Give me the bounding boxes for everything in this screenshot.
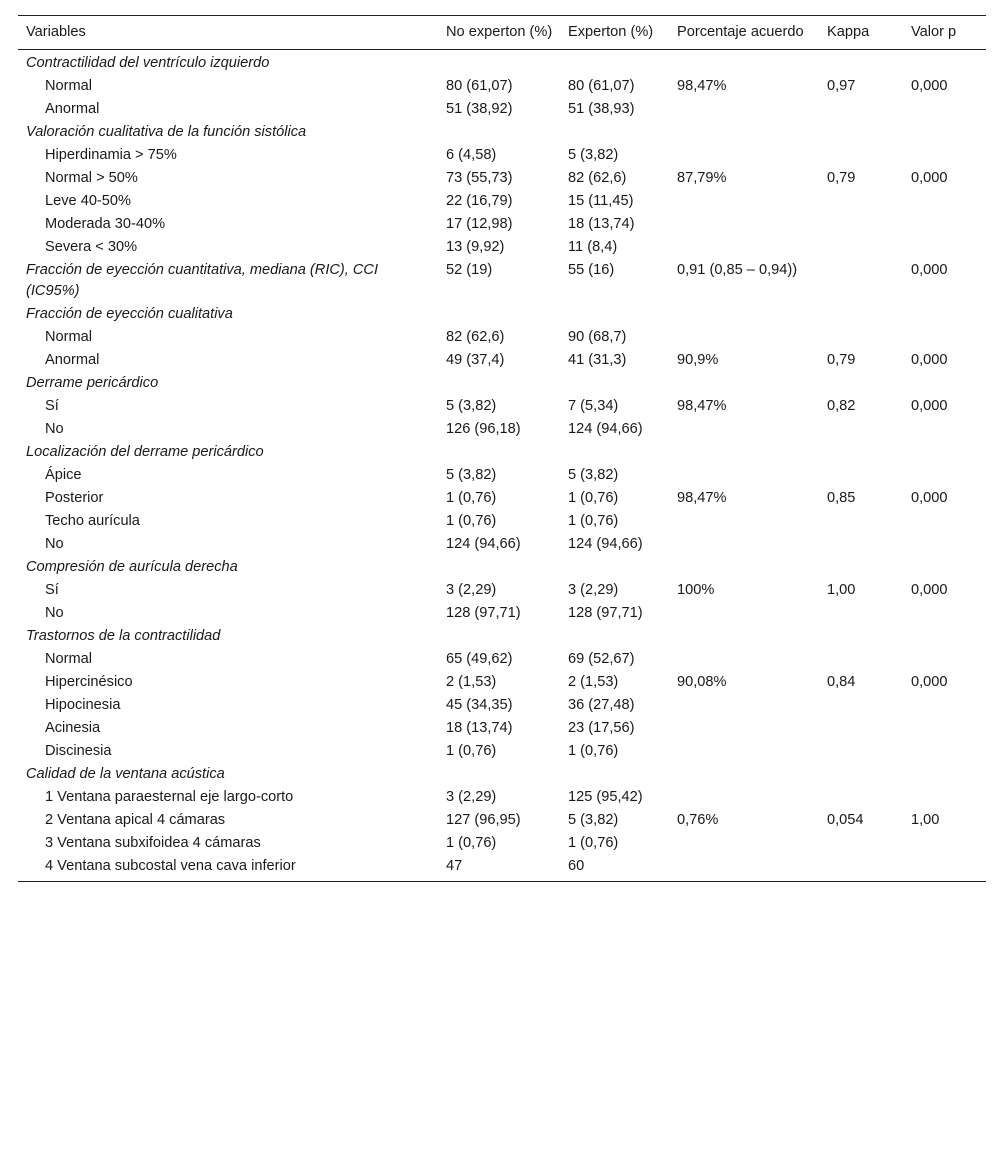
no-experton-cell: 45 (34,35): [446, 697, 513, 713]
no-experton-cell: [438, 50, 560, 76]
table-row: [18, 167, 986, 190]
kappa-cell: 0,85: [827, 490, 856, 506]
kappa-cell: [819, 441, 903, 464]
valor-p-cell: [903, 625, 986, 648]
kappa-cell: [819, 510, 903, 533]
no-experton-cell: 1 (0,76): [446, 490, 497, 506]
valor-p-cell: 0,000: [911, 352, 948, 368]
experton-cell: 1 (0,76): [568, 490, 619, 506]
header-kappa: Kappa: [819, 16, 903, 50]
table-row: [18, 579, 986, 602]
kappa-cell: [819, 786, 903, 809]
table-row: [18, 190, 986, 213]
no-experton-cell: 128 (97,71): [446, 605, 521, 621]
variable-cell: Compresión de aurícula derecha: [26, 559, 238, 575]
experton-cell: [560, 441, 669, 464]
agreement-table: [18, 15, 986, 882]
porcentaje-cell: [669, 441, 819, 464]
header-experton: Experton (%): [560, 16, 669, 50]
experton-cell: 3 (2,29): [568, 582, 619, 598]
experton-cell: 2 (1,53): [568, 674, 619, 690]
experton-cell: 18 (13,74): [568, 216, 635, 232]
experton-cell: 55 (16): [568, 262, 615, 278]
no-experton-cell: 6 (4,58): [446, 147, 497, 163]
porcentaje-cell: [669, 533, 819, 556]
kappa-cell: [819, 832, 903, 855]
experton-cell: 1 (0,76): [568, 743, 619, 759]
header-row: [18, 16, 986, 50]
porcentaje-cell: 90,08%: [677, 674, 727, 690]
variable-cell: Severa < 30%: [45, 239, 138, 255]
kappa-cell: [819, 121, 903, 144]
table-row: [18, 98, 986, 121]
valor-p-cell: 0,000: [911, 490, 948, 506]
table-row: [18, 236, 986, 259]
no-experton-cell: 49 (37,4): [446, 352, 505, 368]
no-experton-cell: 22 (16,79): [446, 193, 513, 209]
valor-p-cell: 0,000: [911, 582, 948, 598]
experton-cell: 5 (3,82): [568, 812, 619, 828]
header-no-experton: No experton (%): [438, 16, 560, 50]
kappa-cell: [819, 98, 903, 121]
porcentaje-cell: [669, 786, 819, 809]
valor-p-cell: [903, 648, 986, 671]
kappa-cell: [819, 602, 903, 625]
valor-p-cell: [903, 763, 986, 786]
valor-p-cell: [903, 556, 986, 579]
no-experton-cell: 65 (49,62): [446, 651, 513, 667]
no-experton-cell: [438, 763, 560, 786]
kappa-cell: [819, 259, 903, 303]
variable-cell: Techo aurícula: [45, 513, 140, 529]
kappa-cell: [819, 303, 903, 326]
variable-cell: Trastornos de la contractilidad: [26, 628, 221, 644]
variable-cell: Sí: [45, 398, 59, 414]
valor-p-cell: [903, 855, 986, 882]
table-body: [18, 50, 986, 882]
porcentaje-cell: 100%: [677, 582, 715, 598]
table-row: [18, 213, 986, 236]
variable-cell: 3 Ventana subxifoidea 4 cámaras: [45, 835, 261, 851]
experton-cell: [560, 372, 669, 395]
valor-p-cell: [903, 694, 986, 717]
porcentaje-cell: [669, 625, 819, 648]
experton-cell: 90 (68,7): [568, 329, 627, 345]
valor-p-cell: [903, 786, 986, 809]
no-experton-cell: 47: [438, 855, 560, 882]
valor-p-cell: [903, 602, 986, 625]
no-experton-cell: 1 (0,76): [446, 743, 497, 759]
experton-cell: [560, 303, 669, 326]
no-experton-cell: 5 (3,82): [446, 398, 497, 414]
valor-p-cell: 0,000: [911, 398, 948, 414]
table-row: [18, 487, 986, 510]
variable-cell: Moderada 30-40%: [45, 216, 166, 232]
variable-cell: Derrame pericárdico: [26, 375, 159, 391]
valor-p-cell: [903, 832, 986, 855]
kappa-cell: [819, 556, 903, 579]
table-row: [18, 349, 986, 372]
experton-cell: 7 (5,34): [568, 398, 619, 414]
experton-cell: 41 (31,3): [568, 352, 627, 368]
valor-p-cell: [903, 98, 986, 121]
porcentaje-cell: [669, 144, 819, 167]
valor-p-cell: [903, 464, 986, 487]
variable-cell: Acinesia: [45, 720, 101, 736]
kappa-cell: 0,79: [827, 170, 856, 186]
no-experton-cell: [438, 372, 560, 395]
experton-cell: 1 (0,76): [568, 513, 619, 529]
porcentaje-cell: 98,47%: [677, 490, 727, 506]
valor-p-cell: [903, 326, 986, 349]
kappa-cell: [819, 625, 903, 648]
experton-cell: 80 (61,07): [568, 78, 635, 94]
table-row: [18, 809, 986, 832]
porcentaje-cell: [669, 236, 819, 259]
porcentaje-cell: [669, 98, 819, 121]
table-row: [18, 533, 986, 556]
experton-cell: 11 (8,4): [568, 239, 618, 255]
experton-cell: [560, 625, 669, 648]
kappa-cell: 0,84: [827, 674, 856, 690]
kappa-cell: [819, 372, 903, 395]
table-row: [18, 75, 986, 98]
porcentaje-cell: [669, 694, 819, 717]
kappa-cell: [819, 533, 903, 556]
table-row: [18, 671, 986, 694]
variable-cell: 1 Ventana paraesternal eje largo-corto: [45, 789, 294, 805]
valor-p-cell: [903, 510, 986, 533]
experton-cell: [560, 556, 669, 579]
header-porcentaje-acuerdo: Porcentaje acuerdo: [669, 16, 819, 50]
variable-cell: Fracción de eyección cuantitativa, mediana (RIC), CCI (IC95%): [26, 262, 379, 299]
no-experton-cell: 52 (19): [446, 262, 493, 278]
valor-p-cell: [903, 372, 986, 395]
porcentaje-cell: [669, 648, 819, 671]
porcentaje-cell: [669, 510, 819, 533]
section-row: [18, 625, 986, 648]
experton-cell: 5 (3,82): [568, 467, 619, 483]
porcentaje-cell: [669, 763, 819, 786]
section-row: [18, 763, 986, 786]
table-row: [18, 694, 986, 717]
porcentaje-cell: [669, 121, 819, 144]
table-row: [18, 717, 986, 740]
table-row: [18, 602, 986, 625]
table-row: [18, 786, 986, 809]
variable-cell: Localización del derrame pericárdico: [26, 444, 264, 460]
kappa-cell: [819, 763, 903, 786]
no-experton-cell: 3 (2,29): [446, 582, 497, 598]
porcentaje-cell: [669, 602, 819, 625]
kappa-cell: 0,79: [827, 352, 856, 368]
no-experton-cell: 127 (96,95): [446, 812, 521, 828]
no-experton-cell: 3 (2,29): [446, 789, 497, 805]
no-experton-cell: 126 (96,18): [446, 421, 521, 437]
variable-cell: Contractilidad del ventrículo izquierdo: [26, 55, 270, 71]
no-experton-cell: 51 (38,92): [446, 101, 513, 117]
variable-cell: Normal: [45, 78, 93, 94]
valor-p-cell: [903, 717, 986, 740]
porcentaje-cell: [669, 50, 819, 76]
kappa-cell: [819, 648, 903, 671]
experton-cell: [560, 50, 669, 76]
porcentaje-cell: 98,47%: [677, 398, 727, 414]
valor-p-cell: 0,000: [911, 674, 948, 690]
variable-cell: No: [45, 421, 64, 437]
porcentaje-cell: [669, 556, 819, 579]
experton-cell: 5 (3,82): [568, 147, 619, 163]
porcentaje-cell: [669, 855, 819, 882]
no-experton-cell: 1 (0,76): [446, 513, 497, 529]
porcentaje-cell: [669, 303, 819, 326]
valor-p-cell: 0,000: [911, 78, 948, 94]
experton-cell: 128 (97,71): [568, 605, 643, 621]
valor-p-cell: [903, 303, 986, 326]
porcentaje-cell: [669, 717, 819, 740]
porcentaje-cell: [669, 372, 819, 395]
table-row: [18, 832, 986, 855]
variable-cell: Normal: [45, 329, 93, 345]
experton-cell: 82 (62,6): [568, 170, 627, 186]
valor-p-cell: [903, 441, 986, 464]
porcentaje-cell: 0,91 (0,85 – 0,94)): [677, 262, 798, 278]
valor-p-cell: [903, 533, 986, 556]
variable-cell: Calidad de la ventana acústica: [26, 766, 225, 782]
no-experton-cell: 17 (12,98): [446, 216, 513, 232]
no-experton-cell: 1 (0,76): [446, 835, 497, 851]
experton-cell: 51 (38,93): [568, 101, 635, 117]
variable-cell: 4 Ventana subcostal vena cava inferior: [18, 855, 438, 882]
table-row: [18, 464, 986, 487]
no-experton-cell: [438, 556, 560, 579]
kappa-cell: [819, 326, 903, 349]
kappa-cell: [819, 694, 903, 717]
table-row: [18, 855, 986, 882]
header-valor-p: Valor p: [903, 16, 986, 50]
experton-cell: 23 (17,56): [568, 720, 635, 736]
variable-cell: Normal: [45, 651, 93, 667]
table-row: [18, 740, 986, 763]
experton-cell: 60: [560, 855, 669, 882]
variable-cell: Anormal: [45, 101, 100, 117]
experton-cell: 124 (94,66): [568, 421, 643, 437]
kappa-cell: 0,97: [827, 78, 856, 94]
kappa-cell: [819, 213, 903, 236]
experton-cell: 69 (52,67): [568, 651, 635, 667]
results-table-container: [18, 15, 986, 882]
table-row: [18, 395, 986, 418]
variable-cell: Ápice: [45, 467, 82, 483]
valor-p-cell: 0,000: [911, 170, 948, 186]
valor-p-cell: 1,00: [911, 812, 940, 828]
table-row: [18, 326, 986, 349]
valor-p-cell: [903, 740, 986, 763]
no-experton-cell: 80 (61,07): [446, 78, 513, 94]
no-experton-cell: 5 (3,82): [446, 467, 497, 483]
porcentaje-cell: [669, 418, 819, 441]
table-row: [18, 144, 986, 167]
variable-cell: 2 Ventana apical 4 cámaras: [45, 812, 226, 828]
kappa-cell: [819, 855, 903, 882]
kappa-cell: [819, 717, 903, 740]
table-row: [18, 418, 986, 441]
no-experton-cell: 18 (13,74): [446, 720, 513, 736]
section-row: [18, 121, 986, 144]
no-experton-cell: 82 (62,6): [446, 329, 505, 345]
porcentaje-cell: [669, 213, 819, 236]
no-experton-cell: 13 (9,92): [446, 239, 505, 255]
kappa-cell: [819, 144, 903, 167]
variable-cell: Hiperdinamia > 75%: [45, 147, 177, 163]
experton-cell: 1 (0,76): [568, 835, 619, 851]
porcentaje-cell: 98,47%: [677, 78, 727, 94]
valor-p-cell: [903, 50, 986, 76]
variable-cell: Leve 40-50%: [45, 193, 132, 209]
no-experton-cell: [438, 625, 560, 648]
section-row: [18, 259, 986, 303]
variable-cell: Valoración cualitativa de la función sistólica: [26, 124, 307, 140]
kappa-cell: 0,82: [827, 398, 856, 414]
kappa-cell: [819, 418, 903, 441]
variable-cell: Anormal: [45, 352, 100, 368]
valor-p-cell: [903, 190, 986, 213]
variable-cell: Normal > 50%: [45, 170, 138, 186]
valor-p-cell: [903, 418, 986, 441]
table-row: [18, 648, 986, 671]
experton-cell: [560, 763, 669, 786]
porcentaje-cell: 90,9%: [677, 352, 719, 368]
section-row: [18, 372, 986, 395]
valor-p-cell: [903, 144, 986, 167]
variable-cell: Hipocinesia: [45, 697, 121, 713]
valor-p-cell: [903, 213, 986, 236]
section-row: [18, 303, 986, 326]
variable-cell: Fracción de eyección cualitativa: [26, 306, 233, 322]
kappa-cell: [819, 236, 903, 259]
variable-cell: No: [45, 605, 64, 621]
variable-cell: Hipercinésico: [45, 674, 133, 690]
variable-cell: Sí: [45, 582, 59, 598]
experton-cell: 15 (11,45): [568, 193, 634, 209]
porcentaje-cell: [669, 326, 819, 349]
no-experton-cell: [438, 303, 560, 326]
experton-cell: 125 (95,42): [568, 789, 643, 805]
porcentaje-cell: [669, 832, 819, 855]
no-experton-cell: [438, 121, 560, 144]
section-row: [18, 441, 986, 464]
kappa-cell: [819, 50, 903, 76]
variable-cell: Posterior: [45, 490, 104, 506]
kappa-cell: 0,054: [827, 812, 864, 828]
no-experton-cell: 124 (94,66): [446, 536, 521, 552]
no-experton-cell: [438, 441, 560, 464]
experton-cell: 36 (27,48): [568, 697, 635, 713]
porcentaje-cell: [669, 464, 819, 487]
kappa-cell: 1,00: [827, 582, 856, 598]
porcentaje-cell: 0,76%: [677, 812, 719, 828]
valor-p-cell: [903, 236, 986, 259]
kappa-cell: [819, 464, 903, 487]
table-row: [18, 510, 986, 533]
section-row: [18, 556, 986, 579]
section-row: [18, 50, 986, 76]
variable-cell: No: [45, 536, 64, 552]
kappa-cell: [819, 740, 903, 763]
header-variables: Variables: [18, 16, 438, 50]
kappa-cell: [819, 190, 903, 213]
experton-cell: [560, 121, 669, 144]
variable-cell: Discinesia: [45, 743, 112, 759]
no-experton-cell: 2 (1,53): [446, 674, 497, 690]
porcentaje-cell: [669, 190, 819, 213]
experton-cell: 124 (94,66): [568, 536, 643, 552]
valor-p-cell: [903, 121, 986, 144]
no-experton-cell: 73 (55,73): [446, 170, 513, 186]
porcentaje-cell: [669, 740, 819, 763]
porcentaje-cell: 87,79%: [677, 170, 727, 186]
valor-p-cell: 0,000: [911, 262, 948, 278]
table-header: [18, 16, 986, 50]
